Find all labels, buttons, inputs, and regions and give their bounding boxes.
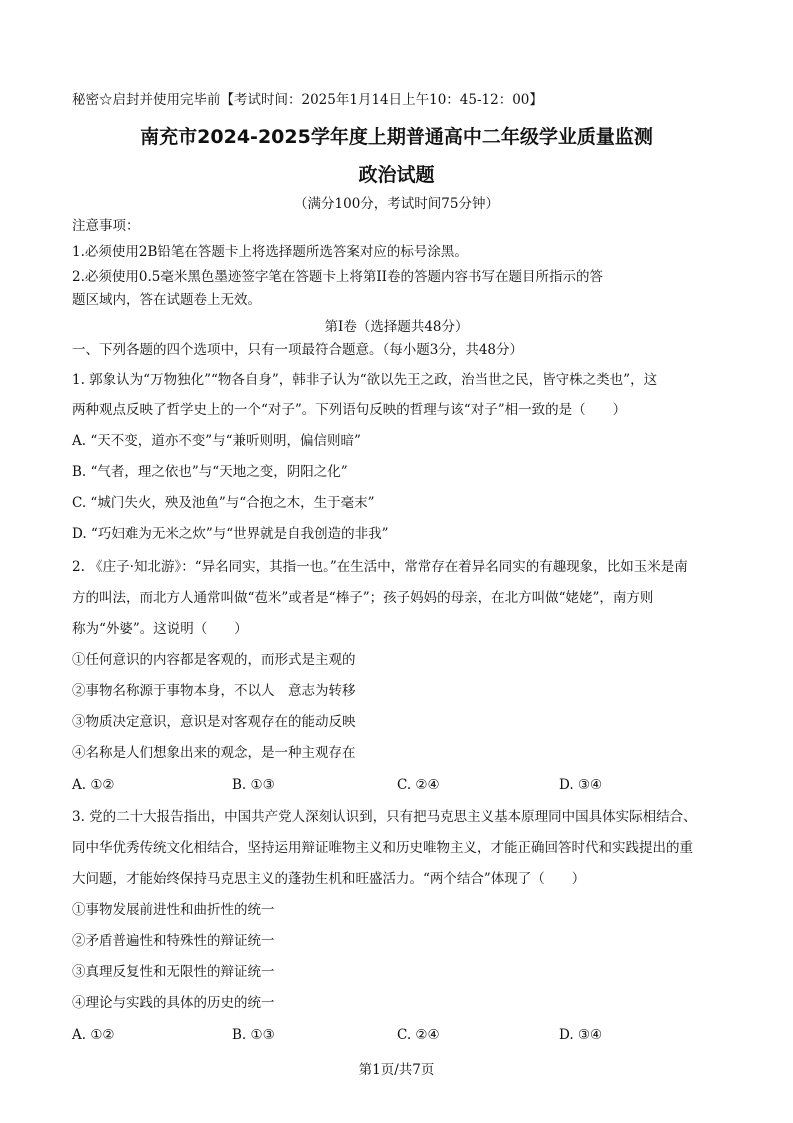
q1-option-b: B. “气者，理之依也”与“天地之变，阴阳之化” [72, 464, 348, 480]
notice-item-2-line-2: 题区域内，答在试题卷上无效。 [72, 292, 261, 308]
q3-stem-line-1: 3. 党的二十大报告指出，中国共产党人深刻认识到，只有把马克思主义基本原理同中国具体实际相结合、 [72, 809, 697, 825]
q3-statement-4: ④理论与实践的具体的历史的统一 [72, 995, 275, 1011]
q3-option-b: B. ①③ [232, 1027, 275, 1043]
q2-statement-3: ③物质决定意识，意识是对客观存在的能动反映 [72, 714, 356, 730]
q1-stem-line-2: 两种观点反映了哲学史上的一个“对子”。下列语句反映的哲理与该“对子”相一致的是（ ） [72, 402, 627, 418]
q2-stem-line-1: 2. 《庄子·知北游》：“异名同实，其指一也。”在生活中，常常存在着异名同实的有趣现象，比如玉米是南 [72, 559, 688, 575]
q2-stem-line-3: 称为“外婆”。这说明（ ） [72, 621, 248, 637]
subject-title: 政治试题 [358, 164, 435, 186]
q2-statement-4: ④名称是人们想象出来的观念，是一种主观存在 [72, 745, 356, 761]
q1-option-a: A. “天不变，道亦不变”与“兼听则明，偏信则暗” [72, 433, 361, 449]
q2-option-a: A. ①② [72, 777, 115, 793]
q3-stem-line-3: 大问题，才能始终保持马克思主义的蓬勃生机和旺盛活力。“两个结合”体现了（ ） [72, 871, 586, 887]
q3-statement-2: ②矛盾普遍性和特殊性的辩证统一 [72, 933, 275, 949]
q1-stem-line-1: 1. 郭象认为“万物独化”“物各自身”，韩非子认为“欲以先王之政，治当世之民，皆守株之类也”，这 [72, 372, 658, 388]
notice-item-2-line-1: 2.必须使用0.5毫米黑色墨迹签字笔在答题卡上将第II卷的答题内容书写在题目所指示的答 [72, 269, 604, 285]
page-footer: 第1页/共7页 [358, 1062, 435, 1078]
q3-option-d: D. ③④ [559, 1027, 603, 1043]
q3-option-c: C. ②④ [397, 1027, 440, 1043]
q3-statement-3: ③真理反复性和无限性的辩证统一 [72, 964, 275, 980]
q3-statement-1: ①事物发展前进性和曲折性的统一 [72, 902, 275, 918]
q3-stem-line-2: 同中华优秀传统文化相结合，坚持运用辩证唯物主义和历史唯物主义，才能正确回答时代和实践提出的重 [72, 840, 693, 856]
section-instruction: 一、下列各题的四个选项中，只有一项最符合题意。（每小题3分，共48分） [72, 342, 524, 358]
q1-option-d: D. “巧妇难为无米之炊”与“世界就是自我创造的非我” [72, 526, 389, 542]
q2-stem-line-2: 方的叫法，而北方人通常叫做“苞米”或者是“棒子”；孩子妈妈的母亲，在北方叫做“姥姥”，南方则 [72, 590, 654, 606]
q2-option-c: C. ②④ [397, 777, 440, 793]
q3-option-a: A. ①② [72, 1027, 115, 1043]
exam-title: 南充市2024-2025学年度上期普通高中二年级学业质量监测 [140, 126, 653, 148]
q2-option-d: D. ③④ [559, 777, 603, 793]
notice-heading: 注意事项： [72, 218, 140, 234]
confidential-note: 秘密☆启封并使用完毕前【考试时间：2025年1月14日上午10：45-12：00】 [72, 92, 543, 108]
exam-subtitle: （满分100分，考试时间75分钟） [294, 196, 499, 212]
notice-item-1: 1.必须使用2B铅笔在答题卡上将选择题所选答案对应的标号涂黑。 [72, 244, 468, 260]
q2-option-b: B. ①③ [232, 777, 275, 793]
q1-option-c: C. “城门失火，殃及池鱼”与“合抱之木，生于毫末” [72, 495, 375, 511]
part-title: 第I卷（选择题共48分） [324, 319, 469, 335]
q2-statement-1: ①任何意识的内容都是客观的，而形式是主观的 [72, 652, 356, 668]
q2-statement-2: ②事物名称源于事物本身，不以人 意志为转移 [72, 683, 356, 699]
